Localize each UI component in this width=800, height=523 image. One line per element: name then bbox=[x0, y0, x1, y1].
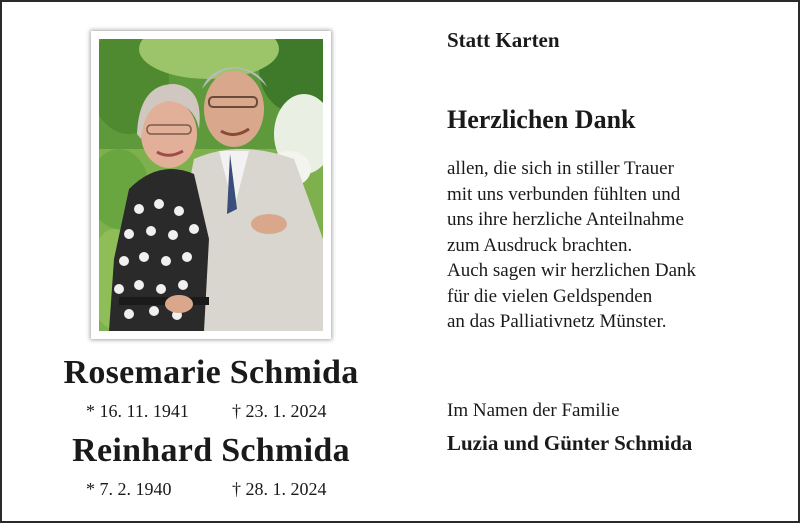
message-line: zum Ausdruck brachten. bbox=[447, 234, 633, 256]
deceased-name-reinhard: Reinhard Schmida bbox=[72, 432, 350, 469]
message-line: allen, die sich in stiller Trauer bbox=[447, 158, 674, 179]
message-line: Auch sagen wir herzlichen Dank bbox=[447, 260, 697, 281]
deceased-name-rosemarie: Rosemarie Schmida bbox=[63, 354, 359, 391]
thank-you-message bbox=[447, 156, 696, 335]
couple-portrait-photo bbox=[99, 39, 323, 331]
death-date: † 28. 1. 2024 bbox=[232, 479, 327, 499]
death-date: † 23. 1. 2024 bbox=[232, 401, 327, 421]
message-line: mit uns verbunden fühlten und bbox=[447, 183, 681, 205]
message-line: an das Palliativnetz Münster. bbox=[447, 311, 667, 332]
signature-names: Luzia und Günter Schmida bbox=[447, 431, 693, 455]
birth-date: * 16. 11. 1941 bbox=[86, 401, 189, 421]
signature-intro: Im Namen der Familie bbox=[447, 400, 620, 421]
message-line: für die vielen Geldspenden bbox=[447, 285, 653, 307]
photo-frame bbox=[91, 31, 331, 339]
thank-you-title: Herzlichen Dank bbox=[447, 105, 636, 134]
statt-karten-label: Statt Karten bbox=[447, 28, 560, 52]
birth-date: * 7. 2. 1940 bbox=[86, 479, 172, 499]
message-line: uns ihre herzliche Anteilnahme bbox=[447, 209, 684, 230]
